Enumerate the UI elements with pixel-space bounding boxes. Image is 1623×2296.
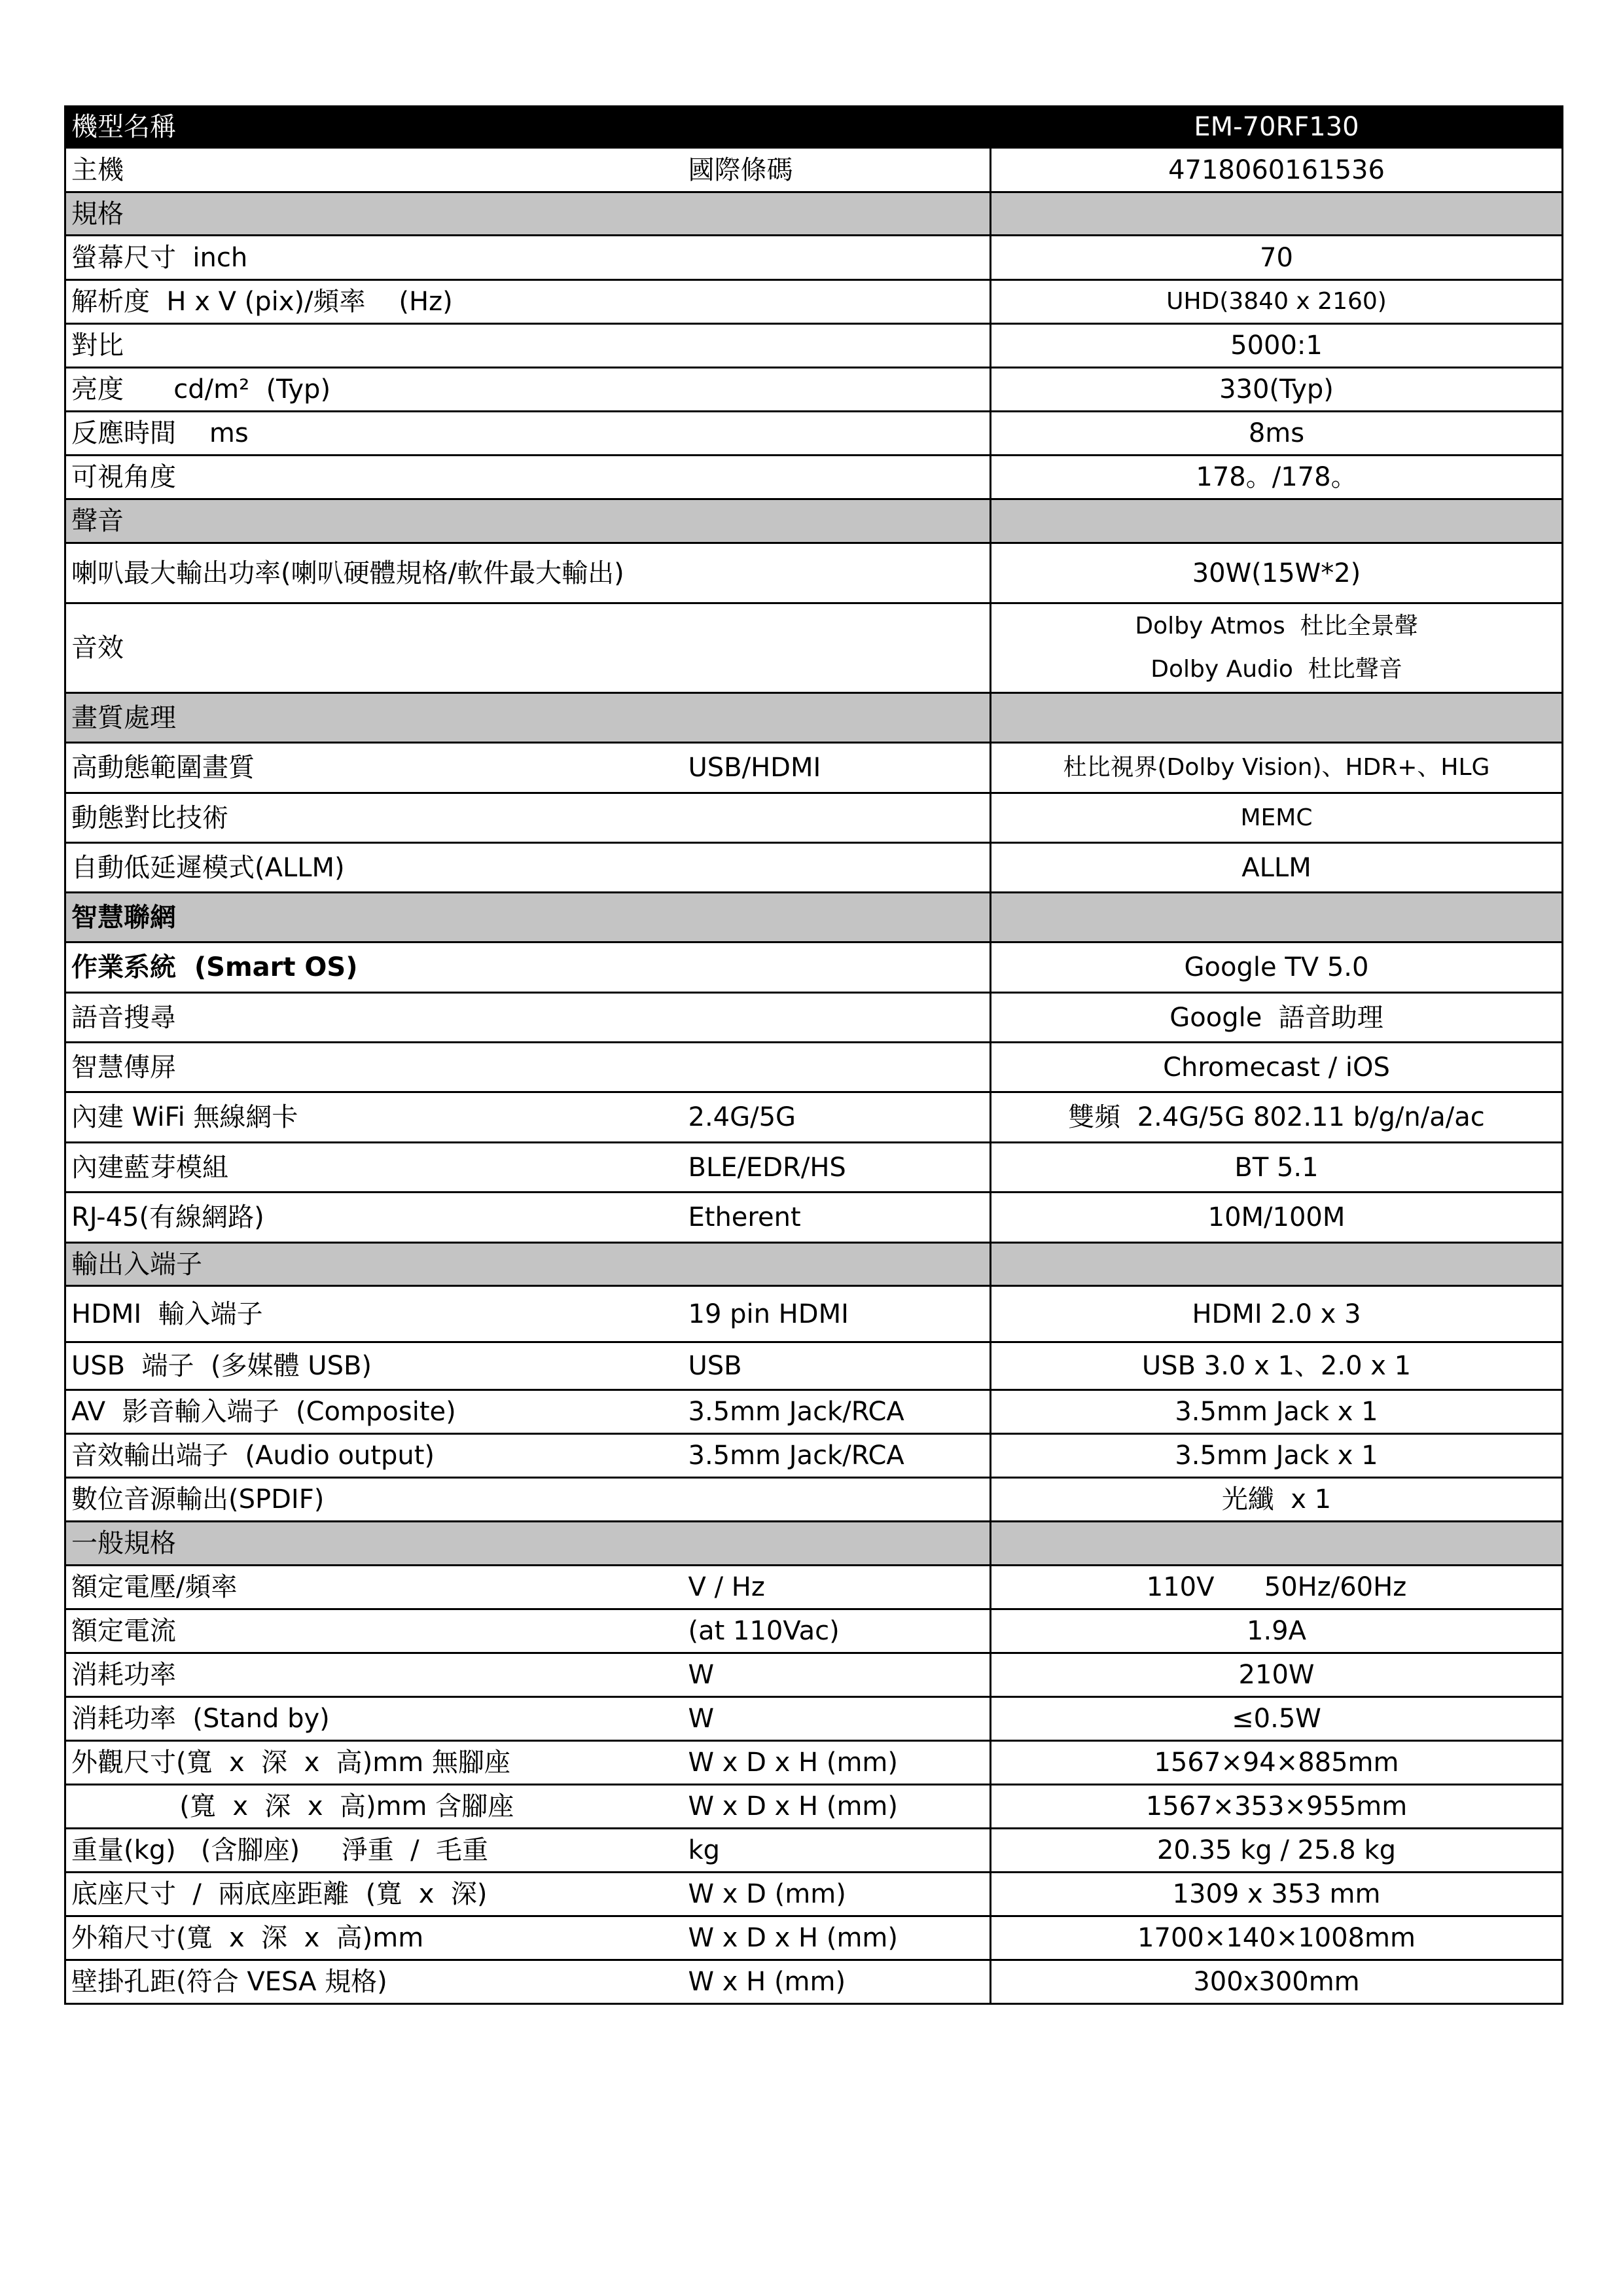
section-label: 聲音 [65,499,991,543]
spec-table-body [65,107,1563,2004]
spec-label: 重量(kg) (含腳座) 淨重 / 毛重 [65,1829,685,1873]
spec-unit [685,324,991,368]
spec-value: 光纖 x 1 [991,1478,1563,1522]
spec-label: 反應時間 ms [65,412,685,456]
spec-value: 1309 x 353 mm [991,1873,1563,1916]
spec-value: Google TV 5.0 [991,942,1563,993]
spec-value: 1567×353×955mm [991,1785,1563,1829]
spec-label: 高動態範圍畫質 [65,743,685,793]
spec-row [65,1785,1563,1829]
spec-row [65,942,1563,993]
spec-label: 外觀尺寸(寬 x 深 x 高)mm 無腳座 [65,1741,685,1785]
spec-value: 210W [991,1653,1563,1697]
spec-label: HDMI 輸入端子 [65,1286,685,1342]
spec-row [65,1434,1563,1478]
spec-row [65,456,1563,499]
spec-unit: W x D x H (mm) [685,1741,991,1785]
spec-unit: USB/HDMI [685,743,991,793]
section-row [65,1522,1563,1566]
spec-label: 額定電流 [65,1609,685,1653]
spec-label: 螢幕尺寸 inch [65,236,685,280]
spec-row [65,412,1563,456]
spec-unit [685,412,991,456]
spec-value: 110V 50Hz/60Hz [991,1566,1563,1609]
spec-value: 178。/178。 [991,456,1563,499]
spec-unit [685,280,991,324]
spec-unit: 3.5mm Jack/RCA [685,1434,991,1478]
spec-value: BT 5.1 [991,1143,1563,1193]
section-value-cell [991,693,1563,743]
spec-value: 1700×140×1008mm [991,1916,1563,1960]
spec-unit [685,543,991,603]
spec-label: 內建 WiFi 無線網卡 [65,1092,685,1143]
spec-label: 額定電壓/頻率 [65,1566,685,1609]
spec-label: 喇叭最大輸出功率(喇叭硬體規格/軟件最大輸出) [65,543,685,603]
spec-value: 4718060161536 [991,148,1563,192]
spec-row [65,1043,1563,1092]
spec-unit [685,456,991,499]
spec-row [65,1390,1563,1434]
spec-label: (寬 x 深 x 高)mm 含腳座 [65,1785,685,1829]
spec-value: 1567×94×885mm [991,1741,1563,1785]
spec-row [65,1478,1563,1522]
spec-value: 3.5mm Jack x 1 [991,1434,1563,1478]
spec-row [65,1916,1563,1960]
section-value-cell [991,499,1563,543]
spec-label: 外箱尺寸(寬 x 深 x 高)mm [65,1916,685,1960]
spec-unit: kg [685,1829,991,1873]
spec-row [65,368,1563,412]
spec-value: USB 3.0 x 1、2.0 x 1 [991,1342,1563,1390]
spec-label: AV 影音輸入端子 (Composite) [65,1390,685,1434]
spec-value: 雙頻 2.4G/5G 802.11 b/g/n/a/ac [991,1092,1563,1143]
spec-label: 亮度 cd/m² (Typ) [65,368,685,412]
spec-unit: W [685,1697,991,1741]
section-value-cell [991,1522,1563,1566]
spec-value: 1.9A [991,1609,1563,1653]
spec-label: 解析度 H x V (pix)/頻率 (Hz) [65,280,685,324]
spec-row [65,1829,1563,1873]
section-label: 一般規格 [65,1522,991,1566]
spec-row [65,324,1563,368]
spec-row [65,1566,1563,1609]
section-label: 輸出入端子 [65,1243,991,1286]
spec-value: 3.5mm Jack x 1 [991,1390,1563,1434]
section-value-cell [991,893,1563,942]
spec-label: 底座尺寸 / 兩底座距離 (寬 x 深) [65,1873,685,1916]
spec-label: 壁掛孔距(符合 VESA 規格) [65,1960,685,2004]
spec-label: 自動低延遲模式(ALLM) [65,843,685,893]
section-value-cell [991,192,1563,236]
spec-value [991,603,1563,693]
spec-row [65,1697,1563,1741]
spec-label: 可視角度 [65,456,685,499]
spec-row [65,1741,1563,1785]
section-label: 規格 [65,192,991,236]
spec-unit: V / Hz [685,1566,991,1609]
spec-label: USB 端子 (多媒體 USB) [65,1342,685,1390]
spec-row [65,1342,1563,1390]
section-row [65,893,1563,942]
model-row [65,107,1563,148]
spec-value: 30W(15W*2) [991,543,1563,603]
spec-unit: 國際條碼 [685,148,991,192]
spec-unit: 19 pin HDMI [685,1286,991,1342]
spec-row [65,1092,1563,1143]
spec-label: 內建藍芽模組 [65,1143,685,1193]
spec-row [65,743,1563,793]
section-label: 畫質處理 [65,693,991,743]
spec-unit [685,843,991,893]
spec-unit: W [685,1653,991,1697]
section-label: 智慧聯網 [65,893,991,942]
section-row [65,1243,1563,1286]
spec-unit: USB [685,1342,991,1390]
spec-value-line: Dolby Atmos 杜比全景聲 [1135,613,1418,639]
spec-value: UHD(3840 x 2160) [991,280,1563,324]
spec-label: RJ-45(有線網路) [65,1193,685,1243]
spec-unit: BLE/EDR/HS [685,1143,991,1193]
spec-value: 8ms [991,412,1563,456]
spec-unit [685,368,991,412]
spec-row [65,543,1563,603]
spec-row [65,148,1563,192]
spec-unit: Etherent [685,1193,991,1243]
spec-value: Google 語音助理 [991,993,1563,1043]
section-value-cell [991,1243,1563,1286]
spec-row [65,1193,1563,1243]
spec-row [65,793,1563,843]
spec-label: 音效輸出端子 (Audio output) [65,1434,685,1478]
spec-value: 330(Typ) [991,368,1563,412]
spec-row [65,1653,1563,1697]
section-row [65,499,1563,543]
spec-value: 10M/100M [991,1193,1563,1243]
spec-label: 主機 [65,148,685,192]
section-row [65,693,1563,743]
spec-label: 語音搜尋 [65,993,685,1043]
spec-label: 對比 [65,324,685,368]
spec-value: Chromecast / iOS [991,1043,1563,1092]
spec-unit [685,993,991,1043]
spec-unit: W x D x H (mm) [685,1916,991,1960]
spec-row [65,993,1563,1043]
spec-label: 智慧傳屏 [65,1043,685,1092]
spec-label: 音效 [65,603,685,693]
spec-unit: 2.4G/5G [685,1092,991,1143]
spec-value-line: Dolby Audio 杜比聲音 [1150,656,1402,683]
spec-label: 數位音源輸出(SPDIF) [65,1478,685,1522]
spec-value: HDMI 2.0 x 3 [991,1286,1563,1342]
spec-unit [685,1478,991,1522]
spec-label: 動態對比技術 [65,793,685,843]
spec-unit: 3.5mm Jack/RCA [685,1390,991,1434]
spec-row [65,1873,1563,1916]
spec-value: ALLM [991,843,1563,893]
spec-row [65,1143,1563,1193]
spec-row [65,236,1563,280]
model-value: EM-70RF130 [991,107,1563,148]
spec-unit: (at 110Vac) [685,1609,991,1653]
spec-row [65,1960,1563,2004]
spec-label: 作業系統 (Smart OS) [65,942,685,993]
spec-unit [685,1043,991,1092]
spec-row [65,280,1563,324]
spec-unit [685,942,991,993]
spec-unit [685,236,991,280]
spec-value: 20.35 kg / 25.8 kg [991,1829,1563,1873]
model-label: 機型名稱 [65,107,991,148]
spec-row [65,1609,1563,1653]
spec-unit [685,793,991,843]
spec-label: 消耗功率 [65,1653,685,1697]
section-row [65,192,1563,236]
spec-value: 杜比視界(Dolby Vision)、HDR+、HLG [991,743,1563,793]
spec-label: 消耗功率 (Stand by) [65,1697,685,1741]
spec-value: MEMC [991,793,1563,843]
spec-value: 5000:1 [991,324,1563,368]
spec-unit: W x D x H (mm) [685,1785,991,1829]
spec-value: ≤0.5W [991,1697,1563,1741]
spec-row [65,603,1563,693]
spec-unit: W x H (mm) [685,1960,991,2004]
spec-table [64,105,1563,2005]
spec-unit [685,603,991,693]
spec-row [65,1286,1563,1342]
spec-value: 300x300mm [991,1960,1563,2004]
spec-unit: W x D (mm) [685,1873,991,1916]
spec-value: 70 [991,236,1563,280]
spec-row [65,843,1563,893]
